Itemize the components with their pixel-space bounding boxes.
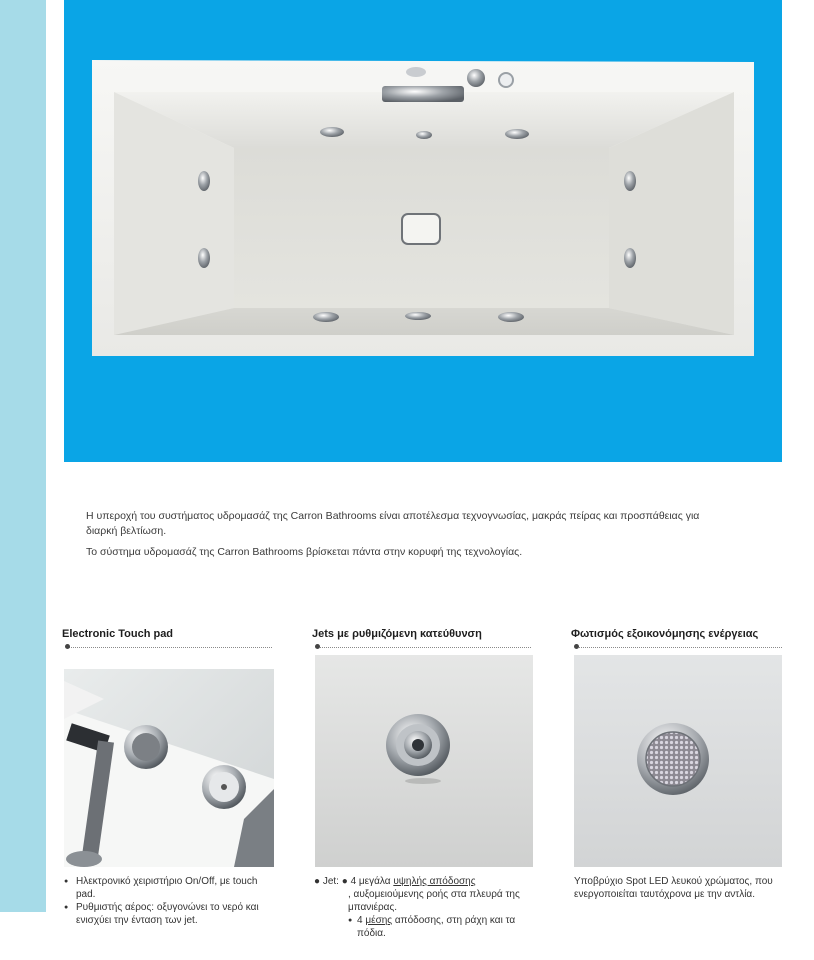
jets-item-2-prefix: 4 [357, 915, 366, 926]
jets-label: Jet: [322, 876, 339, 887]
jet-photo [315, 655, 533, 867]
hero-bathtub-image [64, 0, 782, 462]
intro-paragraph-1: Η υπεροχή του συστήματος υδρομασάζ της Carron Bathrooms είναι αποτέλεσμα τεχνογνωσίας, μακράς πείρας και προσπάθειας για διαρκή βελτίωση. [86, 510, 700, 537]
led-spot-photo [574, 655, 782, 867]
jets-bullet-marker: ● [341, 876, 348, 887]
jets-item-1-prefix: 4 μεγάλα [350, 876, 394, 887]
jets-item-2-emphasis: μέσης [365, 915, 393, 926]
jets-item-1-continued [314, 888, 539, 914]
lighting-caption: Υποβρύχιο Spot LED λευκού χρώματος, που ενεργοποιείται ταυτόχρονα με την αντλία. [574, 876, 773, 900]
jets-item-2-rest: απόδοσης, στη ράχη και τα πόδια. [357, 915, 516, 939]
jets-item-1 [314, 875, 539, 888]
intro-text [86, 509, 726, 566]
jets-item-1-emphasis: υψηλής απόδοσης [393, 876, 476, 887]
touch-pad-bullet-2: ● Ρυθμιστής αέρος: οξυγονώνει το νερό και ενισχύει την ένταση των jet. [62, 901, 277, 927]
lighting-title: Φωτισμός εξοικονόμησης ενέργειας [571, 628, 759, 640]
lighting-divider [577, 646, 782, 648]
jets-caption [314, 875, 539, 940]
touch-pad-photo [64, 669, 274, 867]
jets-title: Jets με ρυθμιζόμενη κατεύθυνση [312, 628, 482, 640]
intro-paragraph-2: Το σύστημα υδρομασάζ της Carron Bathrooms βρίσκεται πάντα στην κορυφή της τεχνολογίας. [86, 546, 523, 558]
jets-item-1-rest: , αυξομειούμενης ροής στα πλευρά της μπανιέρας. [348, 889, 520, 913]
touch-pad-bullet-1: ● Ηλεκτρονικό χειριστήριο On/Off, με touch pad. [62, 875, 277, 901]
jets-item-2 [314, 914, 539, 940]
touch-pad-divider [68, 646, 272, 648]
touch-pad-caption [62, 875, 277, 927]
touch-pad-title: Electronic Touch pad [62, 628, 174, 640]
jets-divider [318, 646, 531, 648]
jets-bullet-marker: ● [314, 876, 321, 887]
bathtub-illustration [64, 0, 782, 462]
left-accent-band [0, 0, 46, 912]
